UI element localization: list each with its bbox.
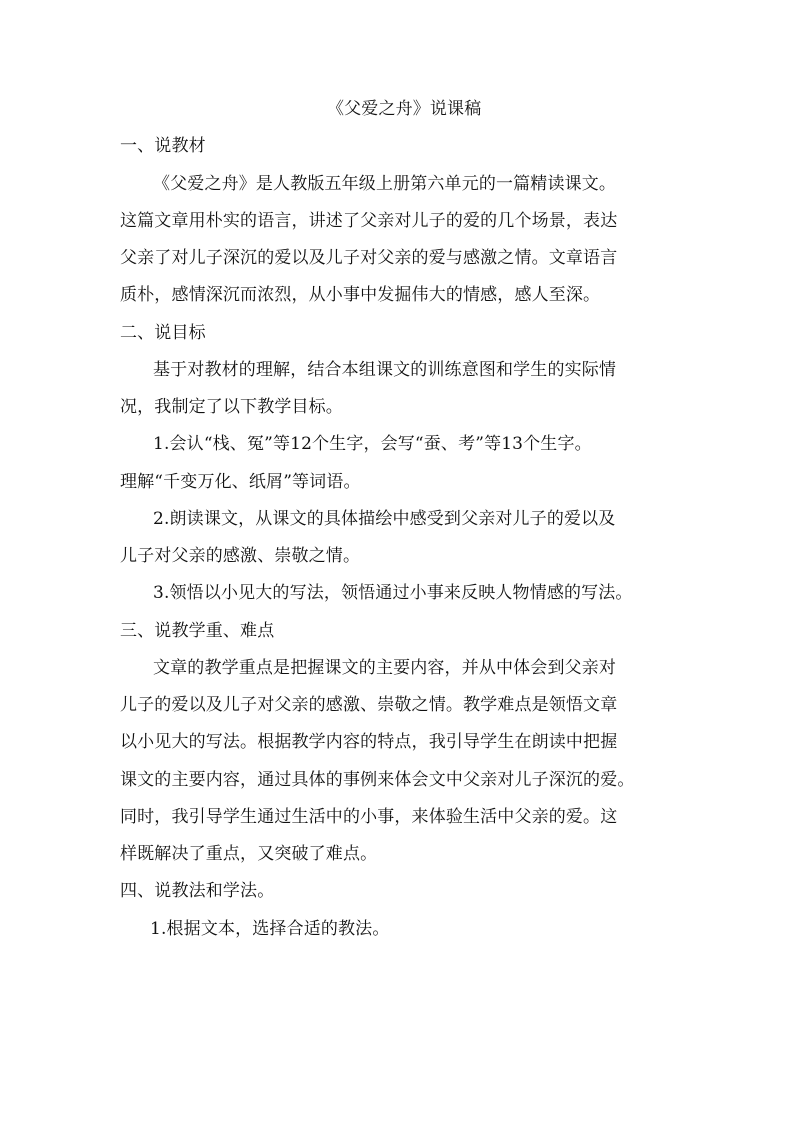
paragraph-line: 样既解决了重点，又突破了难点。 <box>120 844 378 864</box>
paragraph-line: 父亲了对儿子深沉的爱以及儿子对父亲的爱与感激之情。文章语言 <box>120 248 618 268</box>
section-heading-methods: 四、说教法和学法。 <box>120 881 275 901</box>
document-title: 《父爱之舟》说课稿 <box>327 99 482 119</box>
section-heading-textbook: 一、说教材 <box>120 136 206 156</box>
list-item-line: 儿子对父亲的感激、崇敬之情。 <box>120 546 361 566</box>
paragraph-line: 儿子的爱以及儿子对父亲的感激、崇敬之情。教学难点是领悟文章 <box>120 695 618 715</box>
paragraph-line: 同时，我引导学生通过生活中的小事，来体验生活中父亲的爱。这 <box>120 807 618 827</box>
paragraph-line: 文章的教学重点是把握课文的主要内容，并从中体会到父亲对 <box>153 658 617 678</box>
paragraph-line: 这篇文章用朴实的语言，讲述了父亲对儿子的爱的几个场景，表达 <box>120 211 618 231</box>
list-item-line: 3.领悟以小见大的写法，领悟通过小事来反映人物情感的写法。 <box>153 583 633 603</box>
paragraph-line: 《父爱之舟》是人教版五年级上册第六单元的一篇精读课文。 <box>153 174 617 194</box>
paragraph-line: 质朴，感情深沉而浓烈，从小事中发掘伟大的情感，感人至深。 <box>120 285 601 305</box>
paragraph-line: 基于对教材的理解，结合本组课文的训练意图和学生的实际情 <box>153 360 617 380</box>
paragraph-line: 课文的主要内容，通过具体的事例来体会文中父亲对儿子深沉的爱。 <box>120 770 635 790</box>
section-heading-key-points: 三、说教学重、难点 <box>120 621 275 641</box>
list-item-line: 1.会认“栈、冤”等12个生字，会写“蚕、考”等13个生字。 <box>153 434 592 454</box>
paragraph-line: 以小见大的写法。根据教学内容的特点，我引导学生在朗读中把握 <box>120 732 618 752</box>
list-item-line: 2.朗读课文，从课文的具体描绘中感受到父亲对儿子的爱以及 <box>153 509 616 529</box>
section-heading-goals: 二、说目标 <box>120 323 206 343</box>
paragraph-line: 况，我制定了以下教学目标。 <box>120 397 343 417</box>
list-item-line: 理解“千变万化、纸屑”等词语。 <box>120 472 361 492</box>
list-item-line: 1.根据文本，选择合适的教法。 <box>150 919 390 939</box>
